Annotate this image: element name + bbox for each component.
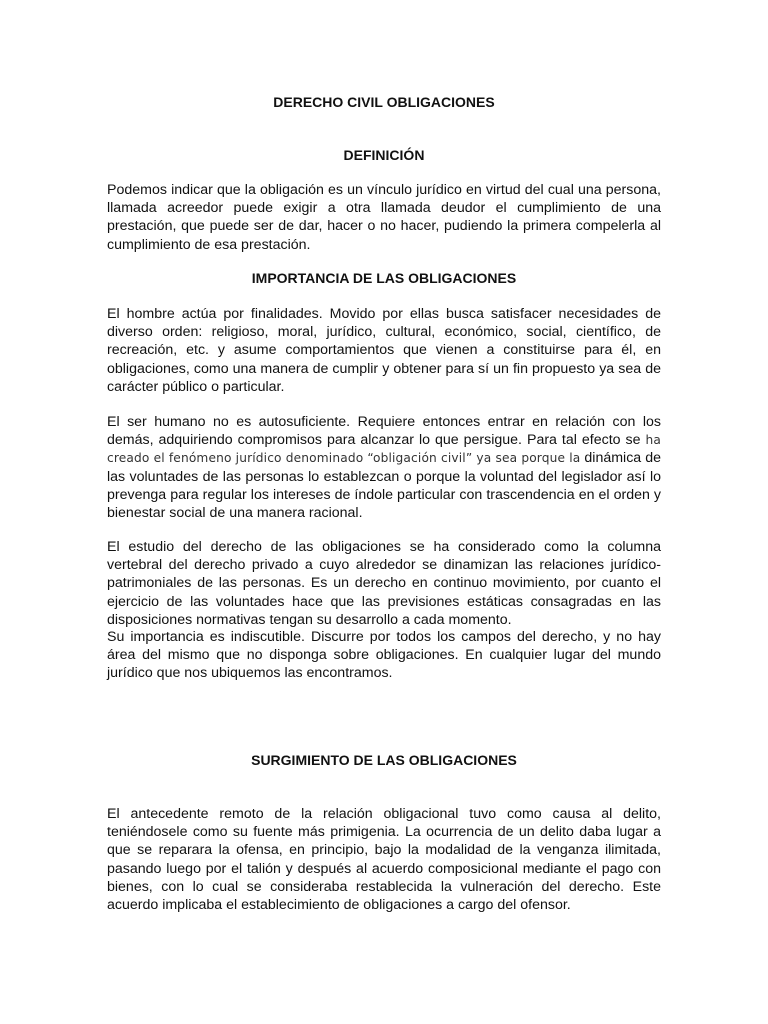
paragraph-definicion: Podemos indicar que la obligación es un vínculo jurídico en virtud del cual una persona, llamada acreedor puede exigir a otra llamada deudor el cumplimiento de una prestación, que puede ser de dar, hacer o no hacer, pudiendo la primera compelerla al cumplimiento de esa prestación.	[107, 182, 661, 253]
section-heading-importancia: IMPORTANCIA DE LAS OBLIGACIONES	[251, 270, 517, 286]
section-heading-definicion: DEFINICIÓN	[343, 147, 425, 163]
paragraph-surgimiento: El antecedente remoto de la relación obligacional tuvo como causa al delito, teniéndosele como su fuente más primigenia. La ocurrencia de un delito daba lugar a que se reparara la ofensa, en principio, bajo la modalidad de la venganza ilimitada, pasando luego por el talión y después al acuerdo composicional mediante el pago con bienes, con lo cual se consideraba restablecida la vulneración del derecho. Este acuerdo implicaba el establecimiento de obligaciones a cargo del ofensor.	[107, 806, 661, 914]
paragraph-importancia-2-part-1: El ser humano no es autosuficiente. Requiere entonces entrar en relación con los demás, adquiriendo compromisos para alcanzar lo que persigue. Para tal efecto se	[107, 414, 661, 449]
paragraph-importancia-4: Su importancia es indiscutible. Discurre por todos los campos del derecho, y no hay área del mismo que no disponga sobre obligaciones. En cualquier lugar del mundo jurídico que nos ubiquemos las encontramos.	[107, 629, 661, 682]
paragraph-importancia-3: El estudio del derecho de las obligaciones se ha considerado como la columna vertebral del derecho privado a cuyo alrededor se dinamizan las relaciones jurídico-patrimoniales de las personas. Es un derecho en continuo movimiento, por cuanto el ejercicio de las voluntades hace que las previsiones estáticas consagradas en las disposiciones normativas tengan su desarrollo a cada momento.	[107, 539, 661, 628]
section-heading-surgimiento: SURGIMIENTO DE LAS OBLIGACIONES	[251, 752, 517, 768]
document-title: DERECHO CIVIL OBLIGACIONES	[273, 94, 495, 110]
paragraph-importancia-2-part-2: dinámica de las voluntades de las personas lo establezcan o porque la voluntad del legislador así lo prevenga para regular los intereses de índole particular con trascendencia en el orden y bienestar social de una manera racional.	[107, 450, 661, 522]
paragraph-importancia-2-inset: ha creado el fenómeno jurídico denominado “obligación civil” ya sea porque la	[107, 433, 661, 466]
paragraph-importancia-2	[107, 413, 661, 522]
paragraph-importancia-1: El hombre actúa por finalidades. Movido por ellas busca satisfacer necesidades de diverso orden: religioso, moral, jurídico, cultural, económico, social, científico, de recreación, etc. y asume comportamientos que vienen a constituirse para él, en obligaciones, como una manera de cumplir y obtener para sí un fin propuesto ya sea de carácter público o particular.	[107, 306, 661, 395]
